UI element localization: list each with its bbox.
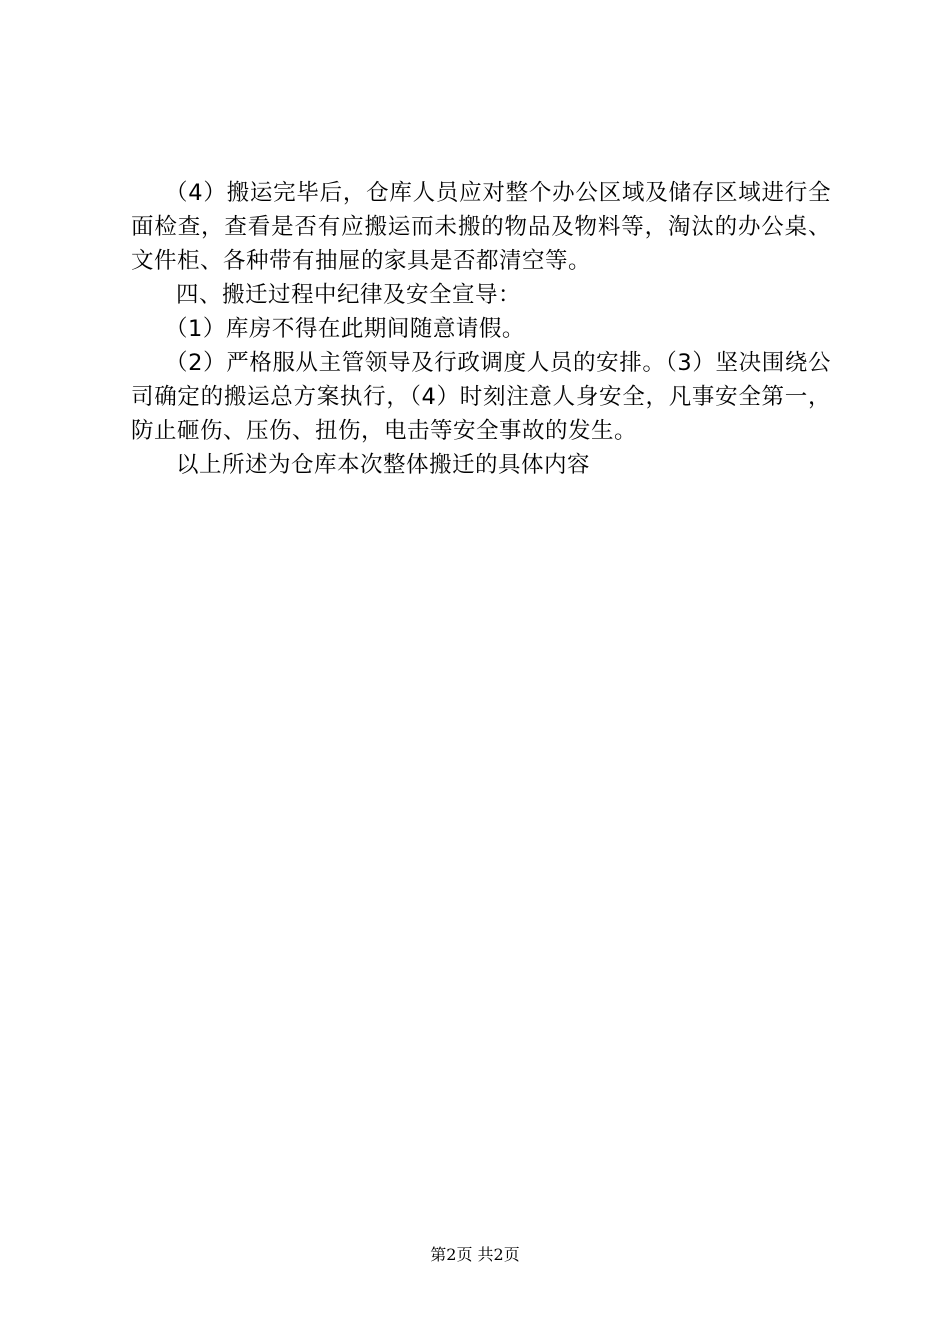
- paragraph-inspection: （4）搬运完毕后，仓库人员应对整个办公区域及储存区域进行全面检查，查看是否有应搬运而未搬的物品及物料等，淘汰的办公桌、文件柜、各种带有抽屉的家具是否都清空等。: [131, 180, 831, 274]
- section-heading-discipline: 四、搬迁过程中纪律及安全宣导：: [176, 282, 522, 308]
- paragraph-conclusion: 以上所述为仓库本次整体搬迁的具体内容: [176, 452, 591, 478]
- paragraph-no-leave: （1）库房不得在此期间随意请假。: [165, 316, 525, 342]
- document-body: [131, 176, 831, 482]
- paragraph-safety-rules: （2）严格服从主管领导及行政调度人员的安排。（3）坚决围绕公司确定的搬运总方案执行，（4）时刻注意人身安全，凡事安全第一，防止砸伤、压伤、扭伤，电击等安全事故的发生。: [131, 350, 831, 444]
- page-number-footer: 第2页 共2页: [430, 1245, 520, 1264]
